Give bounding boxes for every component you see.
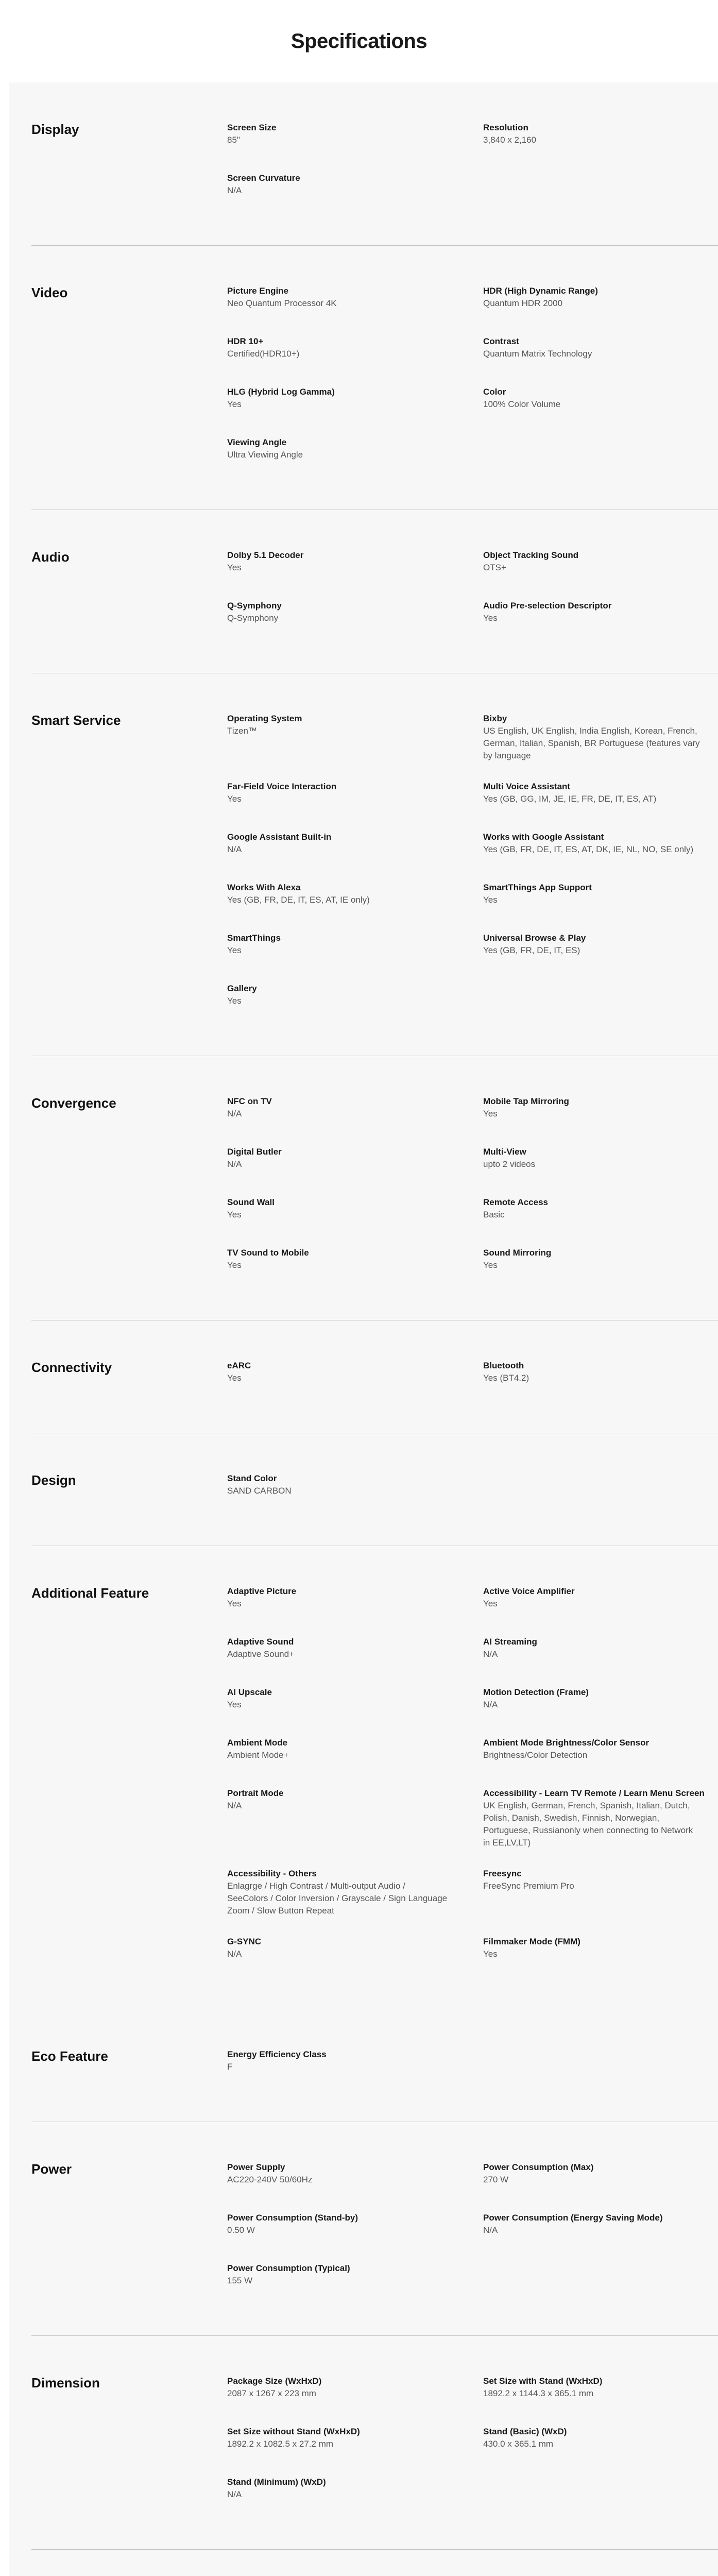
spec-label: Digital Butler <box>227 1147 282 1157</box>
spec-item <box>483 285 708 317</box>
spec-item <box>227 781 483 812</box>
spec-value: Enlagrge / High Contrast / Multi-output Audio / SeeColors / Color Inversion / Grayscale / Sign Language Zoom / Slow Button Repeat <box>227 1881 448 1916</box>
spec-item <box>483 831 708 863</box>
spec-section-video <box>31 246 718 510</box>
spec-value: 2087 x 1267 x 223 mm <box>227 2388 316 2398</box>
spec-label: HLG (Hybrid Log Gamma) <box>227 387 335 397</box>
spec-label: eARC <box>227 1361 251 1370</box>
spec-label: Adaptive Sound <box>227 1637 294 1647</box>
spec-value: Ambient Mode+ <box>227 1750 289 1760</box>
spec-label: Stand (Minimum) (WxD) <box>227 2477 326 2487</box>
spec-value: Yes <box>227 1210 242 1219</box>
spec-label: Motion Detection (Frame) <box>483 1687 589 1697</box>
spec-item <box>483 781 708 812</box>
spec-label: Power Consumption (Stand-by) <box>227 2213 358 2223</box>
spec-item <box>483 1247 708 1279</box>
spec-grid <box>227 2122 718 2335</box>
spec-value: F <box>227 2062 233 2072</box>
spec-item <box>483 932 708 964</box>
spec-item <box>483 1636 708 1668</box>
spec-item <box>227 932 483 964</box>
spec-value: N/A <box>227 1159 242 1169</box>
spec-item <box>483 549 708 581</box>
section-title: Additional Feature <box>31 1585 149 1601</box>
spec-grid <box>227 2550 718 2576</box>
spec-item <box>227 1095 483 1127</box>
spec-label: Google Assistant Built-in <box>227 832 332 842</box>
spec-label: Filmmaker Mode (FMM) <box>483 1937 580 1946</box>
spec-grid <box>227 82 718 245</box>
spec-label: AI Upscale <box>227 1687 272 1697</box>
spec-value: OTS+ <box>483 563 506 572</box>
spec-value: Quantum Matrix Technology <box>483 349 592 359</box>
spec-value: AC220-240V 50/60Hz <box>227 2175 313 2184</box>
spec-section-design <box>31 1433 718 1546</box>
spec-section-weight <box>31 2550 718 2576</box>
spec-item <box>483 1868 708 1917</box>
spec-label: Accessibility - Others <box>227 1869 317 1878</box>
spec-label: Ambient Mode <box>227 1738 288 1748</box>
spec-item <box>483 1095 708 1127</box>
spec-item <box>483 2161 708 2193</box>
spec-value: Q-Symphony <box>227 613 279 623</box>
spec-section-connectivity <box>31 1320 718 1433</box>
spec-item <box>227 1360 483 1392</box>
spec-label: Bixby <box>483 714 507 723</box>
spec-label: Dolby 5.1 Decoder <box>227 550 304 560</box>
spec-section-power <box>31 2122 718 2336</box>
spec-grid <box>227 1433 718 1546</box>
spec-grid <box>227 246 718 510</box>
spec-item <box>227 1686 483 1718</box>
spec-label: Universal Browse & Play <box>483 933 586 943</box>
spec-label: Power Consumption (Energy Saving Mode) <box>483 2213 663 2223</box>
spec-label: Multi-View <box>483 1147 526 1157</box>
spec-item <box>483 2212 708 2244</box>
spec-label: Power Consumption (Typical) <box>227 2263 350 2273</box>
spec-value: Yes <box>227 794 242 804</box>
spec-value: Quantum HDR 2000 <box>483 298 563 308</box>
spec-value: 100% Color Volume <box>483 399 561 409</box>
spec-value: SAND CARBON <box>227 1486 292 1496</box>
section-title: Smart Service <box>31 713 121 728</box>
spec-value: 270 W <box>483 2175 509 2184</box>
spec-grid <box>227 1320 718 1433</box>
spec-label: Picture Engine <box>227 286 289 296</box>
spec-value: N/A <box>227 2489 242 2499</box>
spec-item <box>227 982 483 1014</box>
spec-item <box>227 1196 483 1228</box>
section-title: Dimension <box>31 2375 100 2391</box>
spec-item <box>483 1196 708 1228</box>
spec-item <box>227 2476 483 2508</box>
spec-value: Yes (GB, FR, DE, IT, ES, AT, IE only) <box>227 895 370 905</box>
spec-item <box>483 1936 708 1968</box>
spec-label: SmartThings App Support <box>483 883 592 892</box>
spec-value: N/A <box>483 2225 498 2235</box>
spec-label: Set Size without Stand (WxHxD) <box>227 2427 360 2436</box>
spec-section-display <box>31 82 718 246</box>
spec-item <box>483 1787 708 1849</box>
spec-label: SmartThings <box>227 933 281 943</box>
spec-label: Portrait Mode <box>227 1788 284 1798</box>
spec-label: Accessibility - Learn TV Remote / Learn Menu Screen <box>483 1788 705 1798</box>
spec-value: Brightness/Color Detection <box>483 1750 588 1760</box>
spec-item <box>227 1868 483 1917</box>
spec-section-convergence <box>31 1056 718 1320</box>
spec-label: Screen Curvature <box>227 173 300 183</box>
spec-value: UK English, German, French, Spanish, Italian, Dutch, Polish, Danish, Swedish, Finnish, Norwegian, Portuguese, Russianonly when connecting to Network in EE,LV,LT) <box>483 1801 693 1848</box>
spec-item <box>227 285 483 317</box>
spec-item <box>227 1146 483 1178</box>
spec-value: US English, UK English, India English, Korean, French, German, Italian, Spanish, BR Portuguese (features vary by language <box>483 726 700 760</box>
spec-item <box>483 600 708 632</box>
spec-label: HDR 10+ <box>227 336 264 346</box>
spec-item <box>227 172 483 204</box>
spec-label: Color <box>483 387 506 397</box>
spec-item <box>483 1146 708 1178</box>
spec-value: Certified(HDR10+) <box>227 349 300 359</box>
spec-label: NFC on TV <box>227 1096 272 1106</box>
spec-value: Adaptive Sound+ <box>227 1649 294 1659</box>
spec-value: N/A <box>227 844 242 854</box>
spec-item <box>483 1686 708 1718</box>
spec-value: Yes <box>483 1599 498 1608</box>
spec-item <box>483 335 708 367</box>
spec-value: 1892.2 x 1144.3 x 365.1 mm <box>483 2388 594 2398</box>
spec-item <box>483 1737 708 1769</box>
spec-item <box>227 2048 483 2080</box>
spec-item <box>227 882 483 913</box>
spec-grid <box>227 510 718 673</box>
spec-item <box>227 831 483 863</box>
specs-panel <box>9 82 718 2576</box>
spec-value: N/A <box>227 1109 242 1118</box>
spec-value: N/A <box>483 1649 498 1659</box>
spec-item <box>227 549 483 581</box>
section-title: Video <box>31 285 68 300</box>
spec-item <box>483 713 708 762</box>
section-title: Audio <box>31 549 70 565</box>
spec-value: 1892.2 x 1082.5 x 27.2 mm <box>227 2439 334 2449</box>
spec-label: Contrast <box>483 336 519 346</box>
spec-value: Tizen™ <box>227 726 257 736</box>
spec-value: Yes <box>483 1260 498 1270</box>
spec-value: N/A <box>227 1801 242 1810</box>
spec-item <box>227 1636 483 1668</box>
spec-item <box>227 1936 483 1968</box>
spec-item <box>227 2426 483 2458</box>
spec-section-audio <box>31 510 718 673</box>
spec-grid <box>227 1546 718 2009</box>
spec-label: Power Supply <box>227 2162 285 2172</box>
spec-value: Yes <box>227 945 242 955</box>
spec-item <box>227 2161 483 2193</box>
spec-value: Yes <box>483 1109 498 1118</box>
spec-item <box>227 335 483 367</box>
spec-label: G-SYNC <box>227 1937 262 1946</box>
spec-label: Power Consumption (Max) <box>483 2162 594 2172</box>
section-title <box>31 2550 227 2576</box>
spec-label: Q-Symphony <box>227 601 282 611</box>
spec-value: Yes (GB, FR, DE, IT, ES, AT, DK, IE, NL, NO, SE only) <box>483 844 694 854</box>
spec-value: N/A <box>227 185 242 195</box>
spec-label: Operating System <box>227 714 302 723</box>
spec-value: Yes <box>227 1700 242 1709</box>
page-title: Specifications <box>290 29 428 53</box>
spec-label: Works with Google Assistant <box>483 832 604 842</box>
spec-item <box>227 1247 483 1279</box>
spec-section-eco-feature <box>31 2009 718 2122</box>
spec-item <box>227 2212 483 2244</box>
spec-label: Multi Voice Assistant <box>483 782 571 791</box>
spec-section-smart-service <box>31 673 718 1056</box>
spec-item <box>227 600 483 632</box>
spec-item <box>483 2375 708 2407</box>
spec-item <box>227 2262 483 2294</box>
spec-item <box>483 1585 708 1617</box>
spec-label: Mobile Tap Mirroring <box>483 1096 569 1106</box>
spec-label: Remote Access <box>483 1197 548 1207</box>
spec-label: Audio Pre-selection Descriptor <box>483 601 612 611</box>
spec-label: Works With Alexa <box>227 883 301 892</box>
spec-item <box>227 2375 483 2407</box>
spec-grid <box>227 673 718 1056</box>
spec-value: 3,840 x 2,160 <box>483 135 537 145</box>
spec-label: AI Streaming <box>483 1637 537 1647</box>
spec-value: Yes <box>483 895 498 905</box>
spec-label: Viewing Angle <box>227 437 287 447</box>
spec-label: Active Voice Amplifier <box>483 1586 575 1596</box>
spec-item <box>227 1472 483 1504</box>
spec-value: Neo Quantum Processor 4K <box>227 298 337 308</box>
spec-value: Yes <box>227 996 242 1006</box>
spec-label: Sound Wall <box>227 1197 275 1207</box>
spec-item <box>227 713 483 762</box>
spec-label: Object Tracking Sound <box>483 550 579 560</box>
specs-list <box>31 82 718 2576</box>
spec-value: N/A <box>483 1700 498 1709</box>
spec-label: Energy Efficiency Class <box>227 2049 327 2059</box>
section-title: Power <box>31 2161 72 2177</box>
spec-section-dimension <box>31 2336 718 2550</box>
spec-value: 85" <box>227 135 240 145</box>
spec-grid <box>227 2009 718 2122</box>
spec-label: Gallery <box>227 984 257 993</box>
spec-item <box>483 386 708 418</box>
spec-item <box>483 2426 708 2458</box>
spec-value: 430.0 x 365.1 mm <box>483 2439 554 2449</box>
spec-label: Adaptive Picture <box>227 1586 297 1596</box>
spec-value: Yes <box>227 563 242 572</box>
spec-value: Ultra Viewing Angle <box>227 450 303 460</box>
section-title: Connectivity <box>31 1360 112 1375</box>
spec-item <box>227 1737 483 1769</box>
spec-label: Stand (Basic) (WxD) <box>483 2427 567 2436</box>
spec-grid <box>227 1056 718 1320</box>
spec-value: Yes (GB, FR, DE, IT, ES) <box>483 945 580 955</box>
spec-item <box>227 1585 483 1617</box>
spec-value: FreeSync Premium Pro <box>483 1881 574 1891</box>
spec-value: Basic <box>483 1210 505 1219</box>
spec-label: Freesync <box>483 1869 522 1878</box>
spec-label: Ambient Mode Brightness/Color Sensor <box>483 1738 649 1748</box>
spec-label: HDR (High Dynamic Range) <box>483 286 598 296</box>
spec-item <box>483 882 708 913</box>
spec-value: N/A <box>227 1949 242 1959</box>
spec-item <box>227 436 483 468</box>
spec-label: Far-Field Voice Interaction <box>227 782 337 791</box>
spec-grid <box>227 2336 718 2549</box>
section-title: Display <box>31 122 79 137</box>
spec-label: Sound Mirroring <box>483 1248 552 1258</box>
spec-value: Yes <box>483 613 498 623</box>
spec-value: Yes <box>227 1599 242 1608</box>
spec-label: Package Size (WxHxD) <box>227 2376 322 2386</box>
spec-value: Yes <box>483 1949 498 1959</box>
spec-label: Screen Size <box>227 123 277 132</box>
spec-value: 155 W <box>227 2276 253 2285</box>
spec-item <box>483 1360 708 1392</box>
section-title: Design <box>31 1472 76 1488</box>
spec-value: Yes <box>227 399 242 409</box>
spec-value: upto 2 videos <box>483 1159 536 1169</box>
spec-label: TV Sound to Mobile <box>227 1248 309 1258</box>
spec-item <box>227 122 483 154</box>
spec-value: Yes <box>227 1260 242 1270</box>
spec-value: Yes (GB, GG, IM, JE, IE, FR, DE, IT, ES, AT) <box>483 794 657 804</box>
section-title: Eco Feature <box>31 2048 108 2064</box>
spec-label: Set Size with Stand (WxHxD) <box>483 2376 603 2386</box>
spec-label: Stand Color <box>227 1473 277 1483</box>
spec-item <box>227 386 483 418</box>
spec-label: Bluetooth <box>483 1361 524 1370</box>
spec-item <box>227 1787 483 1849</box>
spec-label: Resolution <box>483 123 528 132</box>
spec-value: Yes (BT4.2) <box>483 1373 529 1383</box>
spec-item <box>483 122 708 154</box>
spec-section-additional-feature <box>31 1546 718 2009</box>
spec-value: Yes <box>227 1373 242 1383</box>
section-title: Convergence <box>31 1095 116 1111</box>
spec-value: 0.50 W <box>227 2225 255 2235</box>
